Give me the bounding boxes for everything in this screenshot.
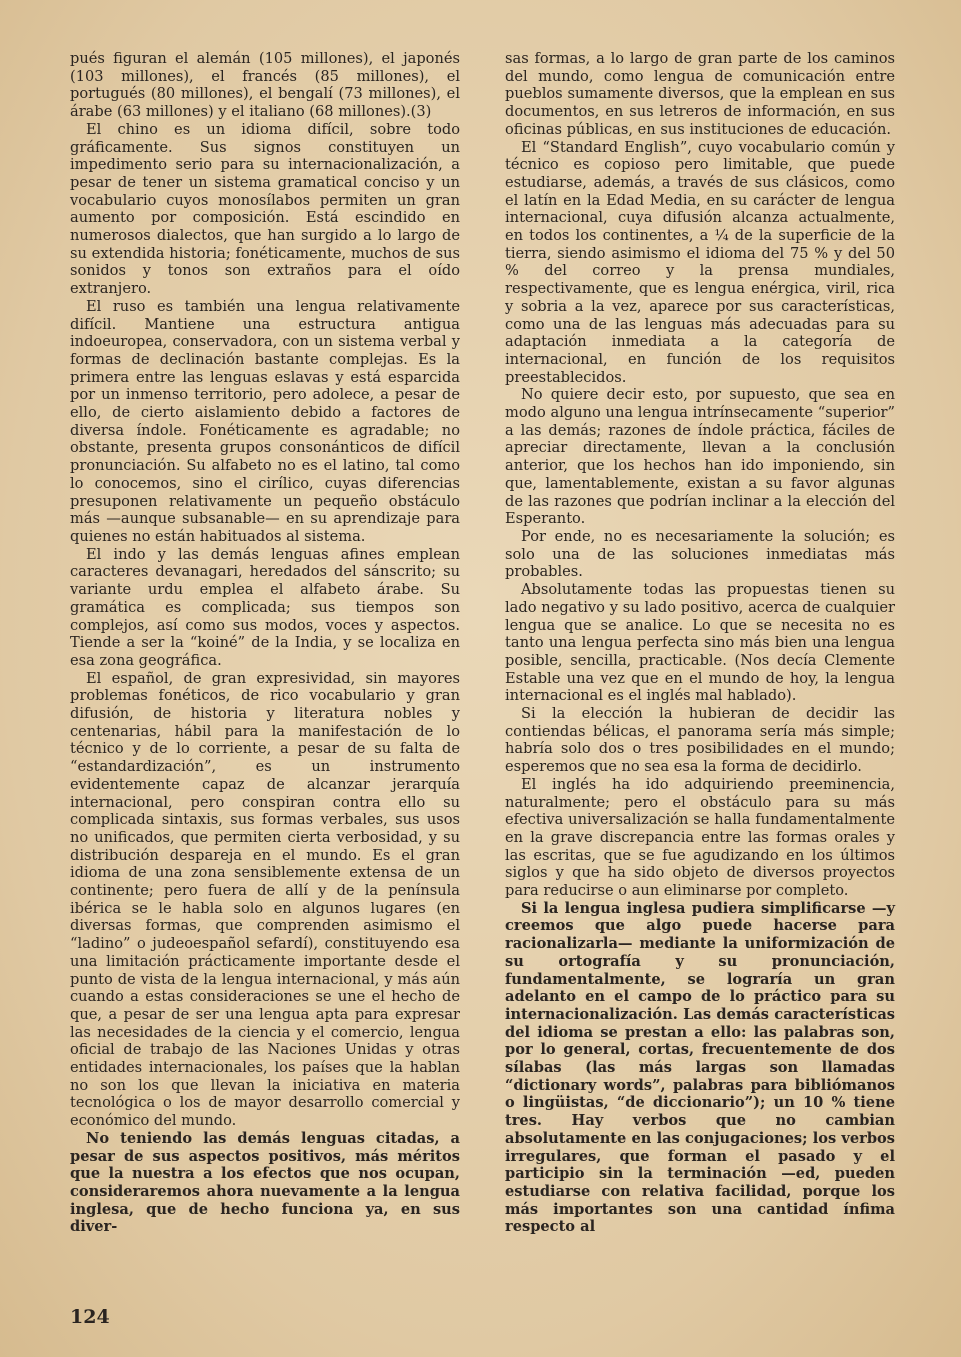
paragraph: Por ende, no es necesariamente la solución; es solo una de las soluciones inmediatas más probables. <box>505 527 895 581</box>
right-column <box>505 50 895 1236</box>
paragraph: No quiere decir esto, por supuesto, que sea en modo alguno una lengua intrínsecamente “superior” a las demás; razones de índole práctica, fáciles de apreciar directamente, llevan a la conclusión anterior, que los hechos han ido imponiendo, sin que, lamentablemente, existan a su favor algunas de las razones que podrían inclinar a la elección del Esperanto. <box>505 386 895 528</box>
paragraph: El ruso es también una lengua relativamente difícil. Mantiene una estructura antigua indoeuropea, conservadora, con un sistema verbal y formas de declinación bastante complejas. Es la primera entre las lenguas eslavas y está esparcida por un inmenso territorio, pero adolece, a pesar de ello, de cierto aislamiento debido a factores de diversa índole. Fonéticamente es agradable; no obstante, presenta grupos consonánticos de difícil pronunciación. Su alfabeto no es el latino, tal como lo conocemos, sino el cirílico, cuyas diferencias presuponen relativamente un pequeño obstáculo más —aunque subsanable— en su aprendizaje para quienes no están habituados al sistema. <box>70 297 460 545</box>
paragraph: Absolutamente todas las propuestas tienen su lado negativo y su lado positivo, acerca de cualquier lengua que se analice. Lo que se necesita no es tanto una lengua perfecta sino más bien una lengua posible, sencilla, practicable. (Nos decía Clemente Estable una vez que en el mundo de hoy, la lengua internacional es el inglés mal hablado). <box>505 581 895 705</box>
paragraph: El “Standard English”, cuyo vocabulario común y técnico es copioso pero limitable, que puede estudiarse, además, a través de sus clásicos, como el latín en la Edad Media, en su carácter de lengua internacional, cuya difusión alcanza actualmente, en todos los continentes, a ¼ de la superficie de la tierra, siendo asimismo el idioma del 75 % y del 50 % del correo y la prensa mundiales, respectivamente, que es lengua enérgica, viril, rica y sobria a la vez, aparece por sus características, como una de las lenguas más adecuadas para su adaptación inmediata a la categoría de internacional, en función de los requisitos preestablecidos. <box>505 138 895 386</box>
paragraph: El inglés ha ido adquiriendo preeminencia, naturalmente; pero el obstáculo para su más efectiva universalización se halla fundamentalmente en la grave discrepancia entre las formas orales y las escritas, que se fue agudizando en los últimos siglos y que ha sido objeto de diversos proyectos para reducirse o aun eliminarse por completo. <box>505 775 895 900</box>
paragraph: El indo y las demás lenguas afines emplean caracteres devanagari, heredados del sánscrito; su variante urdu emplea el alfabeto árabe. Su gramática es complicada; sus tiempos son complejos, así como sus modos, voces y aspectos. Tiende a ser la “koiné” de la India, y se localiza en esa zona geográfica. <box>70 545 460 669</box>
left-column <box>70 50 460 1236</box>
paragraph: sas formas, a lo largo de gran parte de los caminos del mundo, como lengua de comunicación entre pueblos sumamente diversos, que la emplean en sus documentos, en sus letreros de información, en sus oficinas públicas, en sus instituciones de educación. <box>505 50 895 138</box>
paragraph: El chino es un idioma difícil, sobre todo gráficamente. Sus signos constituyen un impedimento serio para su internacionalización, a pesar de tener un sistema gramatical conciso y un vocabulario cuyos monosílabos permiten un gran aumento por composición. Está escindido en numerosos dialectos, que han surgido a lo largo de su extendida historia; fonéticamente, muchos de sus sonidos y tonos son extraños para el oído extranjero. <box>70 120 460 298</box>
paragraph: pués figuran el alemán (105 millones), el japonés (103 millones), el francés (85 millones), el portugués (80 millones), el bengalí (73 millones), el árabe (63 millones) y el italiano (68 millones).(3) <box>70 50 460 121</box>
page-number: 124 <box>70 1306 110 1328</box>
paragraph: No teniendo las demás lenguas citadas, a pesar de sus aspectos positivos, más méritos que la nuestra a los efectos que nos ocupan, consideraremos ahora nuevamente a la lengua inglesa, que de hecho funciona ya, en sus diver- <box>70 1129 460 1236</box>
paragraph: El español, de gran expresividad, sin mayores problemas fonéticos, de rico vocabulario y gran difusión, de historia y literatura nobles y centenarias, hábil para la manifestación de lo técnico y de lo corriente, a pesar de su falta de “estandardización”, es un instrumento evidentemente capaz de alcanzar jerarquía internacional, pero conspiran contra ello su complicada sintaxis, sus formas verbales, sus usos no unificados, que permiten cierta verbosidad, y su distribución despareja en el mundo. Es el gran idioma de una zona sensiblemente extensa de un continente; pero fuera de allí y de la península ibérica se le habla solo en algunos lugares (en diversas formas, que comprenden asimismo el “ladino” o judeoespañol sefardí), constituyendo esa una limitación prácticamente importante desde el punto de vista de la lengua internacional, y más aún cuando a estas consideraciones se une el hecho de que, a pesar de ser una lengua apta para expresar las necesidades de la ciencia y el comercio, lengua oficial de trabajo de las Naciones Unidas y otras entidades internacionales, los países que la hablan no son los que llevan la iniciativa en materia tecnológica o los de mayor desarrollo comercial y económico del mundo. <box>70 669 460 1130</box>
paragraph: Si la elección la hubieran de decidir las contiendas bélicas, el panorama sería más simple; habría solo dos o tres posibilidades en el mundo; esperemos que no sea esa la forma de decidirlo. <box>505 705 895 776</box>
paragraph: Si la lengua inglesa pudiera simplificarse —y creemos que algo puede hacerse para racionalizarla— mediante la uniformización de su ortografía y su pronunciación, fundamentalmente, se lograría un gran adelanto en el campo de lo práctico para su internacionalización. Las demás características del idioma se prestan a ello: las palabras son, por lo general, cortas, frecuentemente de dos sílabas (las más largas son llamadas “dictionary words”, palabras para bibliómanos o lingüistas, “de diccionario”); un 10 % tiene tres. Hay verbos que no cambian absolutamente en las conjugaciones; los verbos irregulares, que forman el pasado y el participio sin la terminación —ed, pueden estudiarse con relativa facilidad, porque los más importantes son una cantidad ínfima respecto al <box>505 899 895 1236</box>
